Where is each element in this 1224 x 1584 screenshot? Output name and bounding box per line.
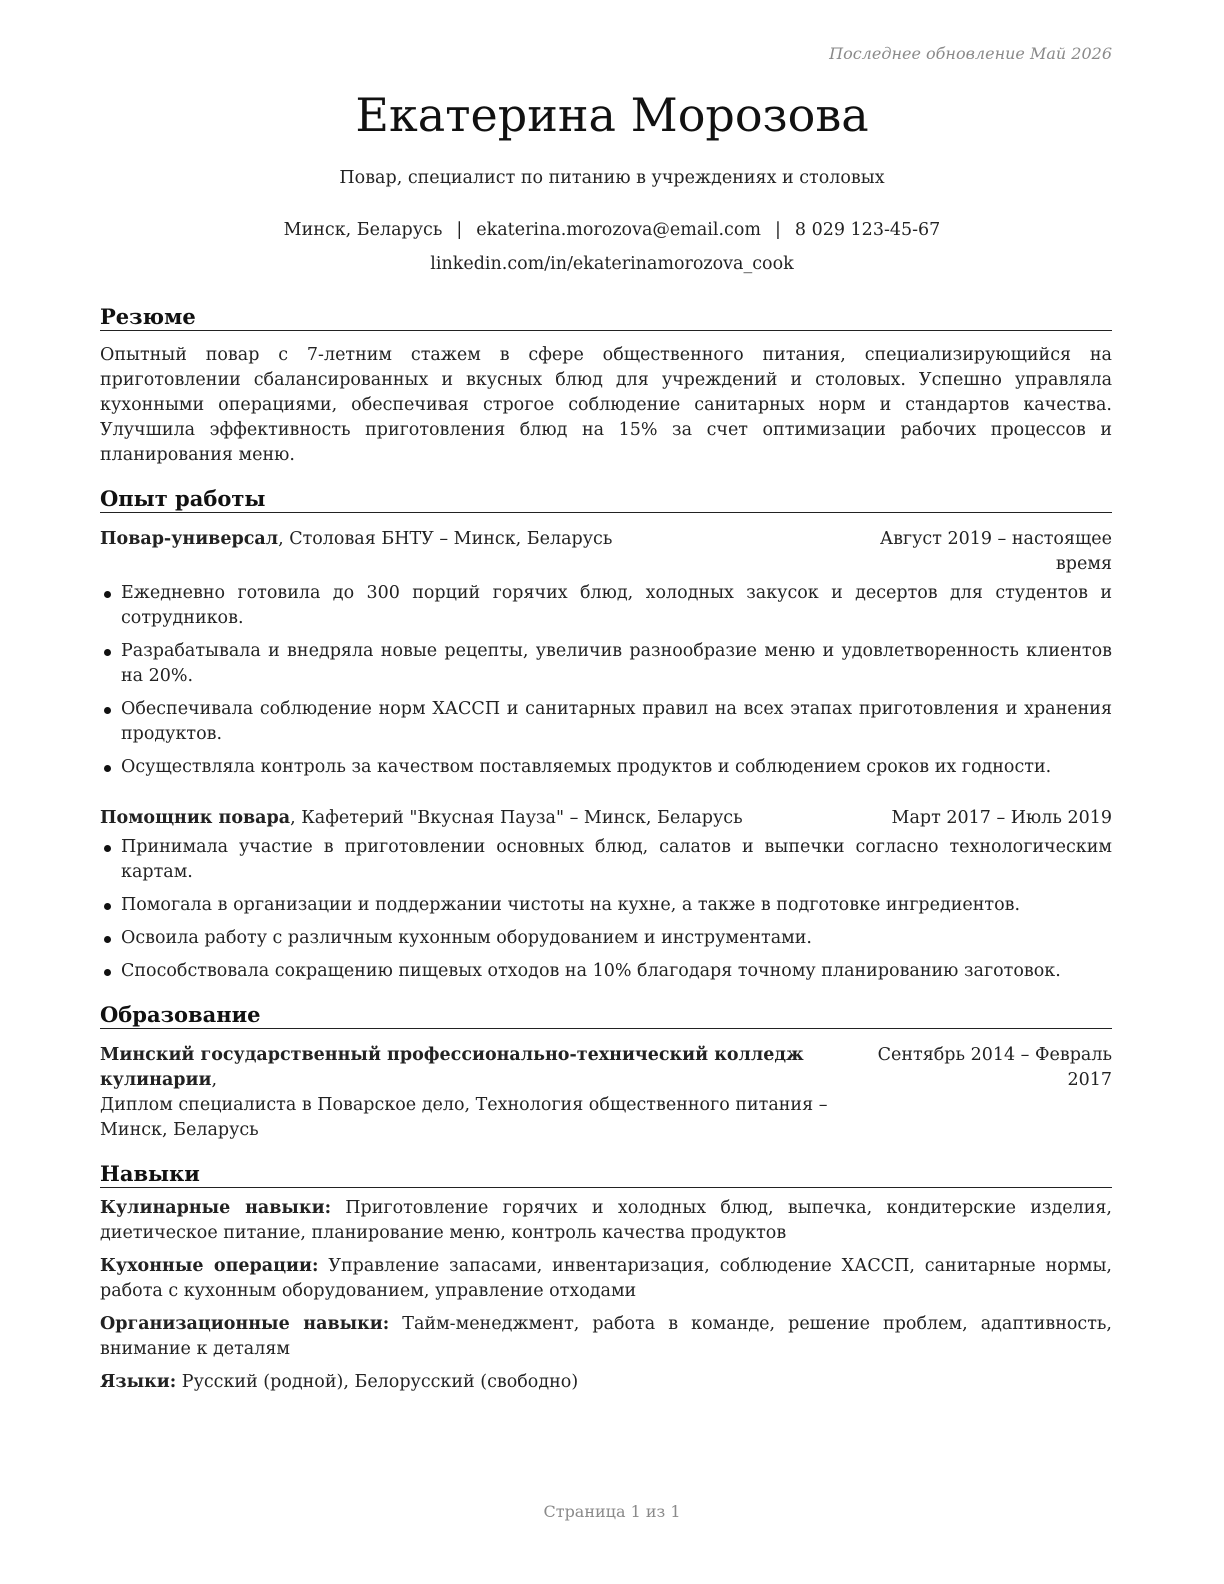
skill-line (100, 1254, 1112, 1304)
job-dates: Август 2019 – настоящее время (879, 529, 1112, 574)
skill-text: Управление запасами, инвентаризация, соблюдение ХАССП, санитарные нормы, работа с кухонным оборудованием, управление отходами (100, 1256, 1112, 1301)
skill-text: Приготовление горячих и холодных блюд, выпечка, кондитерские изделия, диетическое питание, планирование меню, контроль качества продуктов (100, 1198, 1112, 1243)
candidate-tagline: Повар, специалист по питанию в учреждениях и столовых (339, 168, 885, 188)
section-title-education: Образование (100, 1002, 1112, 1029)
job-header (100, 527, 1112, 577)
section-title-experience: Опыт работы (100, 486, 1112, 513)
education-dates: Сентябрь 2014 – Февраль 2017 (877, 1045, 1112, 1090)
job-header (100, 806, 1112, 831)
list-item: Помогала в организации и поддержании чистоты на кухне, а также в подготовке ингредиентов. (100, 893, 1112, 918)
education-institution: Минский государственный профессионально-технический колледж кулинарии (100, 1045, 804, 1090)
last-updated: Последнее обновление Май 2026 (829, 44, 1112, 63)
skill-label: Кухонные операции: (100, 1256, 319, 1276)
skill-line (100, 1196, 1112, 1246)
contact-separator: | (774, 220, 781, 240)
list-item: Принимала участие в приготовлении основных блюд, салатов и выпечки согласно технологическим картам. (100, 835, 1112, 885)
list-item: Разрабатывала и внедряла новые рецепты, увеличив разнообразие меню и удовлетворенность клиентов на 20%. (100, 639, 1112, 689)
education-degree: Диплом специалиста в Поварское дело, Технология общественного питания – Минск, Беларусь (100, 1095, 828, 1140)
section-title-skills: Навыки (100, 1161, 1112, 1188)
contact-linkedin[interactable]: linkedin.com/in/ekaterinamorozova_cook (430, 254, 794, 274)
list-item: Ежедневно готовила до 300 порций горячих блюд, холодных закусок и десертов для студентов и сотрудников. (100, 581, 1112, 631)
skill-label: Кулинарные навыки: (100, 1198, 332, 1218)
job-dates: Март 2017 – Июль 2019 (891, 808, 1112, 828)
skill-line (100, 1370, 1112, 1395)
resume-body (100, 304, 1112, 1395)
education-details (100, 1043, 872, 1143)
list-item: Обеспечивала соблюдение норм ХАССП и санитарных правил на всех этапах приготовления и хранения продуктов. (100, 697, 1112, 747)
list-item: Способствовала сокращению пищевых отходов на 10% благодаря точному планированию заготовок. (100, 959, 1112, 984)
skill-text: Тайм-менеджмент, работа в команде, решение проблем, адаптивность, внимание к деталям (100, 1314, 1112, 1359)
candidate-name: Екатерина Морозова (355, 88, 869, 142)
job-place: , Столовая БНТУ – Минск, Беларусь (278, 529, 613, 549)
job-place: , Кафетерий "Вкусная Пауза" – Минск, Беларусь (290, 808, 743, 828)
job-bullets (100, 835, 1112, 984)
education-comma: , (211, 1070, 218, 1090)
contact-location: Минск, Беларусь (283, 220, 443, 240)
skill-line (100, 1312, 1112, 1362)
list-item: Освоила работу с различным кухонным оборудованием и инструментами. (100, 926, 1112, 951)
job-title-line (100, 527, 872, 552)
contact-email[interactable]: ekaterina.morozova@email.com (476, 220, 761, 240)
list-item: Осуществляла контроль за качеством поставляемых продуктов и соблюдением сроков их годности. (100, 755, 1112, 780)
job-title-line (100, 806, 892, 831)
summary-text: Опытный повар с 7-летним стажем в сфере общественного питания, специализирующийся на приготовлении сбалансированных и вкусных блюд для учреждений и столовых. Успешно управляла кухонными операциями, обеспечивая строгое соблюдение санитарных норм и стандартов качества. Улучшила эффективность приготовления блюд на 15% за счет оптимизации рабочих процессов и планирования меню. (100, 345, 1112, 465)
skill-label: Языки: (100, 1372, 177, 1392)
skill-text: Русский (родной), Белорусский (свободно) (176, 1372, 579, 1392)
contact-separator: | (456, 220, 463, 240)
job-role: Повар-универсал (100, 529, 279, 549)
job-role: Помощник повара (100, 808, 291, 828)
job-bullets (100, 581, 1112, 780)
contact-line (0, 220, 1224, 240)
page-number: Страница 1 из 1 (543, 1502, 681, 1521)
skill-label: Организационные навыки: (100, 1314, 390, 1334)
education-entry (100, 1043, 1112, 1143)
contact-phone[interactable]: 8 029 123-45-67 (794, 220, 941, 240)
section-title-summary: Резюме (100, 304, 1112, 331)
